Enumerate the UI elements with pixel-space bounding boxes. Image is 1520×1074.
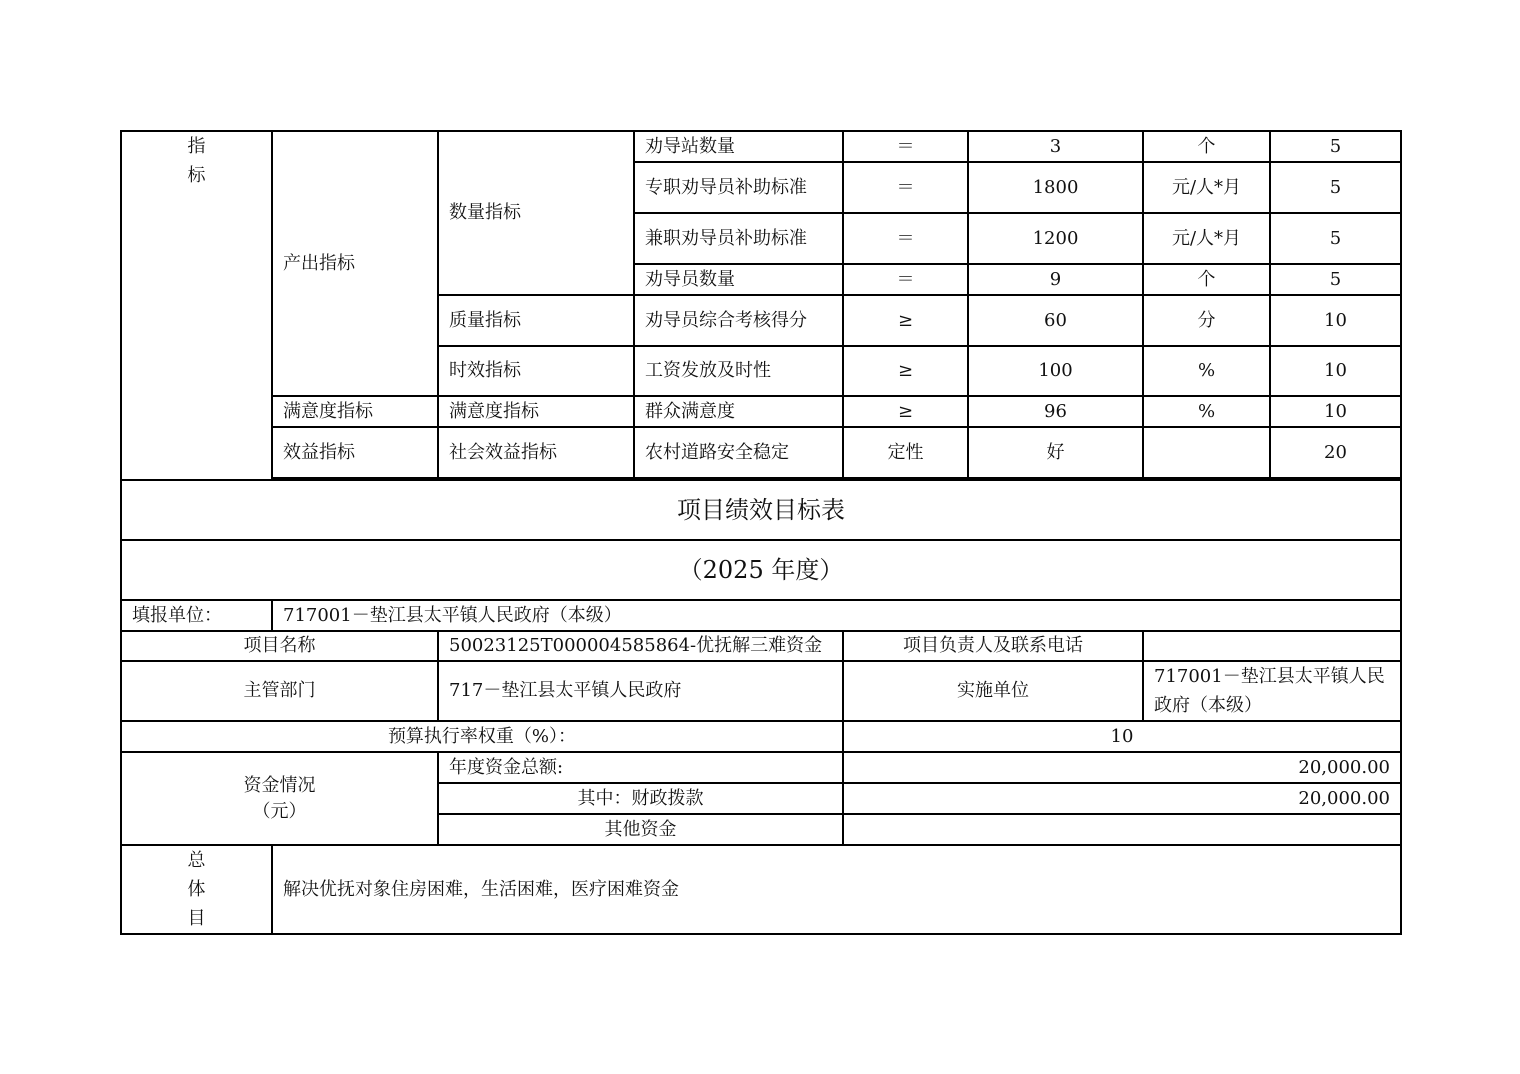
indicator-value: 3 [968, 131, 1143, 162]
indicator-operator: ＝ [843, 131, 968, 162]
unit-row [121, 600, 1401, 631]
indicator-row [121, 396, 1401, 427]
output-indicator-label: 产出指标 [272, 131, 438, 396]
indicator-operator: ≥ [843, 396, 968, 427]
indicator-name: 群众满意度 [634, 396, 843, 427]
indicator-name: 兼职劝导员补助标准 [634, 213, 843, 264]
dept-value: 717－垫江县太平镇人民政府 [438, 661, 843, 721]
indicator-score: 5 [1270, 162, 1401, 213]
indicator-score: 10 [1270, 346, 1401, 396]
contact-label: 项目负责人及联系电话 [843, 631, 1143, 661]
sub-indicator-label: 社会效益指标 [438, 427, 634, 478]
indicator-name: 劝导站数量 [634, 131, 843, 162]
indicator-operator: ＝ [843, 213, 968, 264]
performance-table [120, 130, 1402, 935]
indicator-unit: 个 [1143, 264, 1270, 295]
indicator-unit: % [1143, 396, 1270, 427]
indicator-unit: 元/人*月 [1143, 162, 1270, 213]
fund-label-line1: 资金情况 [243, 774, 316, 796]
unit-value: 717001－垫江县太平镇人民政府（本级） [272, 600, 1401, 631]
indicator-value: 60 [968, 295, 1143, 346]
indicator-score: 5 [1270, 213, 1401, 264]
indicator-operator: ≥ [843, 346, 968, 396]
sub-indicator-label: 数量指标 [438, 131, 634, 295]
form-year: （2025 年度） [121, 540, 1401, 600]
indicator-row [121, 427, 1401, 478]
indicator-score: 5 [1270, 264, 1401, 295]
benefit-indicator-label: 效益指标 [272, 427, 438, 478]
fund-fiscal-label: 其中：财政拨款 [438, 783, 843, 814]
label-char: 总 [187, 850, 206, 871]
indicator-column-label [121, 131, 272, 480]
indicator-unit [1143, 427, 1270, 478]
indicator-operator: 定性 [843, 427, 968, 478]
indicator-operator: ＝ [843, 264, 968, 295]
indicator-name: 劝导员综合考核得分 [634, 295, 843, 346]
sub-indicator-label: 时效指标 [438, 346, 634, 396]
indicator-operator: ≥ [843, 295, 968, 346]
goal-row [121, 845, 1401, 934]
indicator-unit: 元/人*月 [1143, 213, 1270, 264]
label-char: 标 [187, 165, 206, 186]
indicator-score: 10 [1270, 295, 1401, 346]
indicator-name: 工资发放及时性 [634, 346, 843, 396]
goal-label [121, 845, 272, 934]
indicator-unit: 个 [1143, 131, 1270, 162]
indicator-value: 好 [968, 427, 1143, 478]
fund-fiscal-value: 20,000.00 [843, 783, 1401, 814]
indicator-score: 20 [1270, 427, 1401, 478]
indicator-score: 10 [1270, 396, 1401, 427]
label-char: 指 [187, 136, 206, 157]
sub-indicator-label: 满意度指标 [438, 396, 634, 427]
sub-indicator-label: 质量指标 [438, 295, 634, 346]
unit-label: 填报单位： [121, 600, 272, 631]
label-char: 体 [187, 879, 206, 900]
indicator-value: 1800 [968, 162, 1143, 213]
indicator-unit: 分 [1143, 295, 1270, 346]
indicator-score: 5 [1270, 131, 1401, 162]
fund-other-value [843, 814, 1401, 845]
project-name-value: 50023125T000004585864-优抚解三难资金 [438, 631, 843, 661]
indicator-row [121, 131, 1401, 162]
contact-value [1143, 631, 1401, 661]
indicator-value: 96 [968, 396, 1143, 427]
fund-total-value: 20,000.00 [843, 752, 1401, 783]
form-title: 项目绩效目标表 [121, 480, 1401, 540]
fund-row [121, 752, 1401, 783]
goal-value: 解决优抚对象住房困难，生活困难，医疗困难资金 [272, 845, 1401, 934]
indicator-name: 劝导员数量 [634, 264, 843, 295]
budget-rate-row [121, 721, 1401, 752]
indicator-value: 9 [968, 264, 1143, 295]
indicator-name: 专职劝导员补助标准 [634, 162, 843, 213]
indicator-value: 100 [968, 346, 1143, 396]
fund-label-line2: （元） [252, 800, 307, 822]
indicator-name: 农村道路安全稳定 [634, 427, 843, 478]
label-char: 目 [187, 908, 206, 929]
satisfaction-indicator-label: 满意度指标 [272, 396, 438, 427]
indicator-unit: % [1143, 346, 1270, 396]
dept-row [121, 661, 1401, 721]
project-name-label: 项目名称 [121, 631, 438, 661]
project-name-row [121, 631, 1401, 661]
indicator-value: 1200 [968, 213, 1143, 264]
indicator-operator: ＝ [843, 162, 968, 213]
impl-label: 实施单位 [843, 661, 1143, 721]
impl-value: 717001－垫江县太平镇人民政府（本级） [1143, 661, 1401, 721]
budget-rate-label: 预算执行率权重（%）： [121, 721, 843, 752]
fund-label [121, 752, 438, 845]
fund-other-label: 其他资金 [438, 814, 843, 845]
dept-label: 主管部门 [121, 661, 438, 721]
budget-rate-value: 10 [843, 721, 1401, 752]
fund-total-label: 年度资金总额: [438, 752, 843, 783]
